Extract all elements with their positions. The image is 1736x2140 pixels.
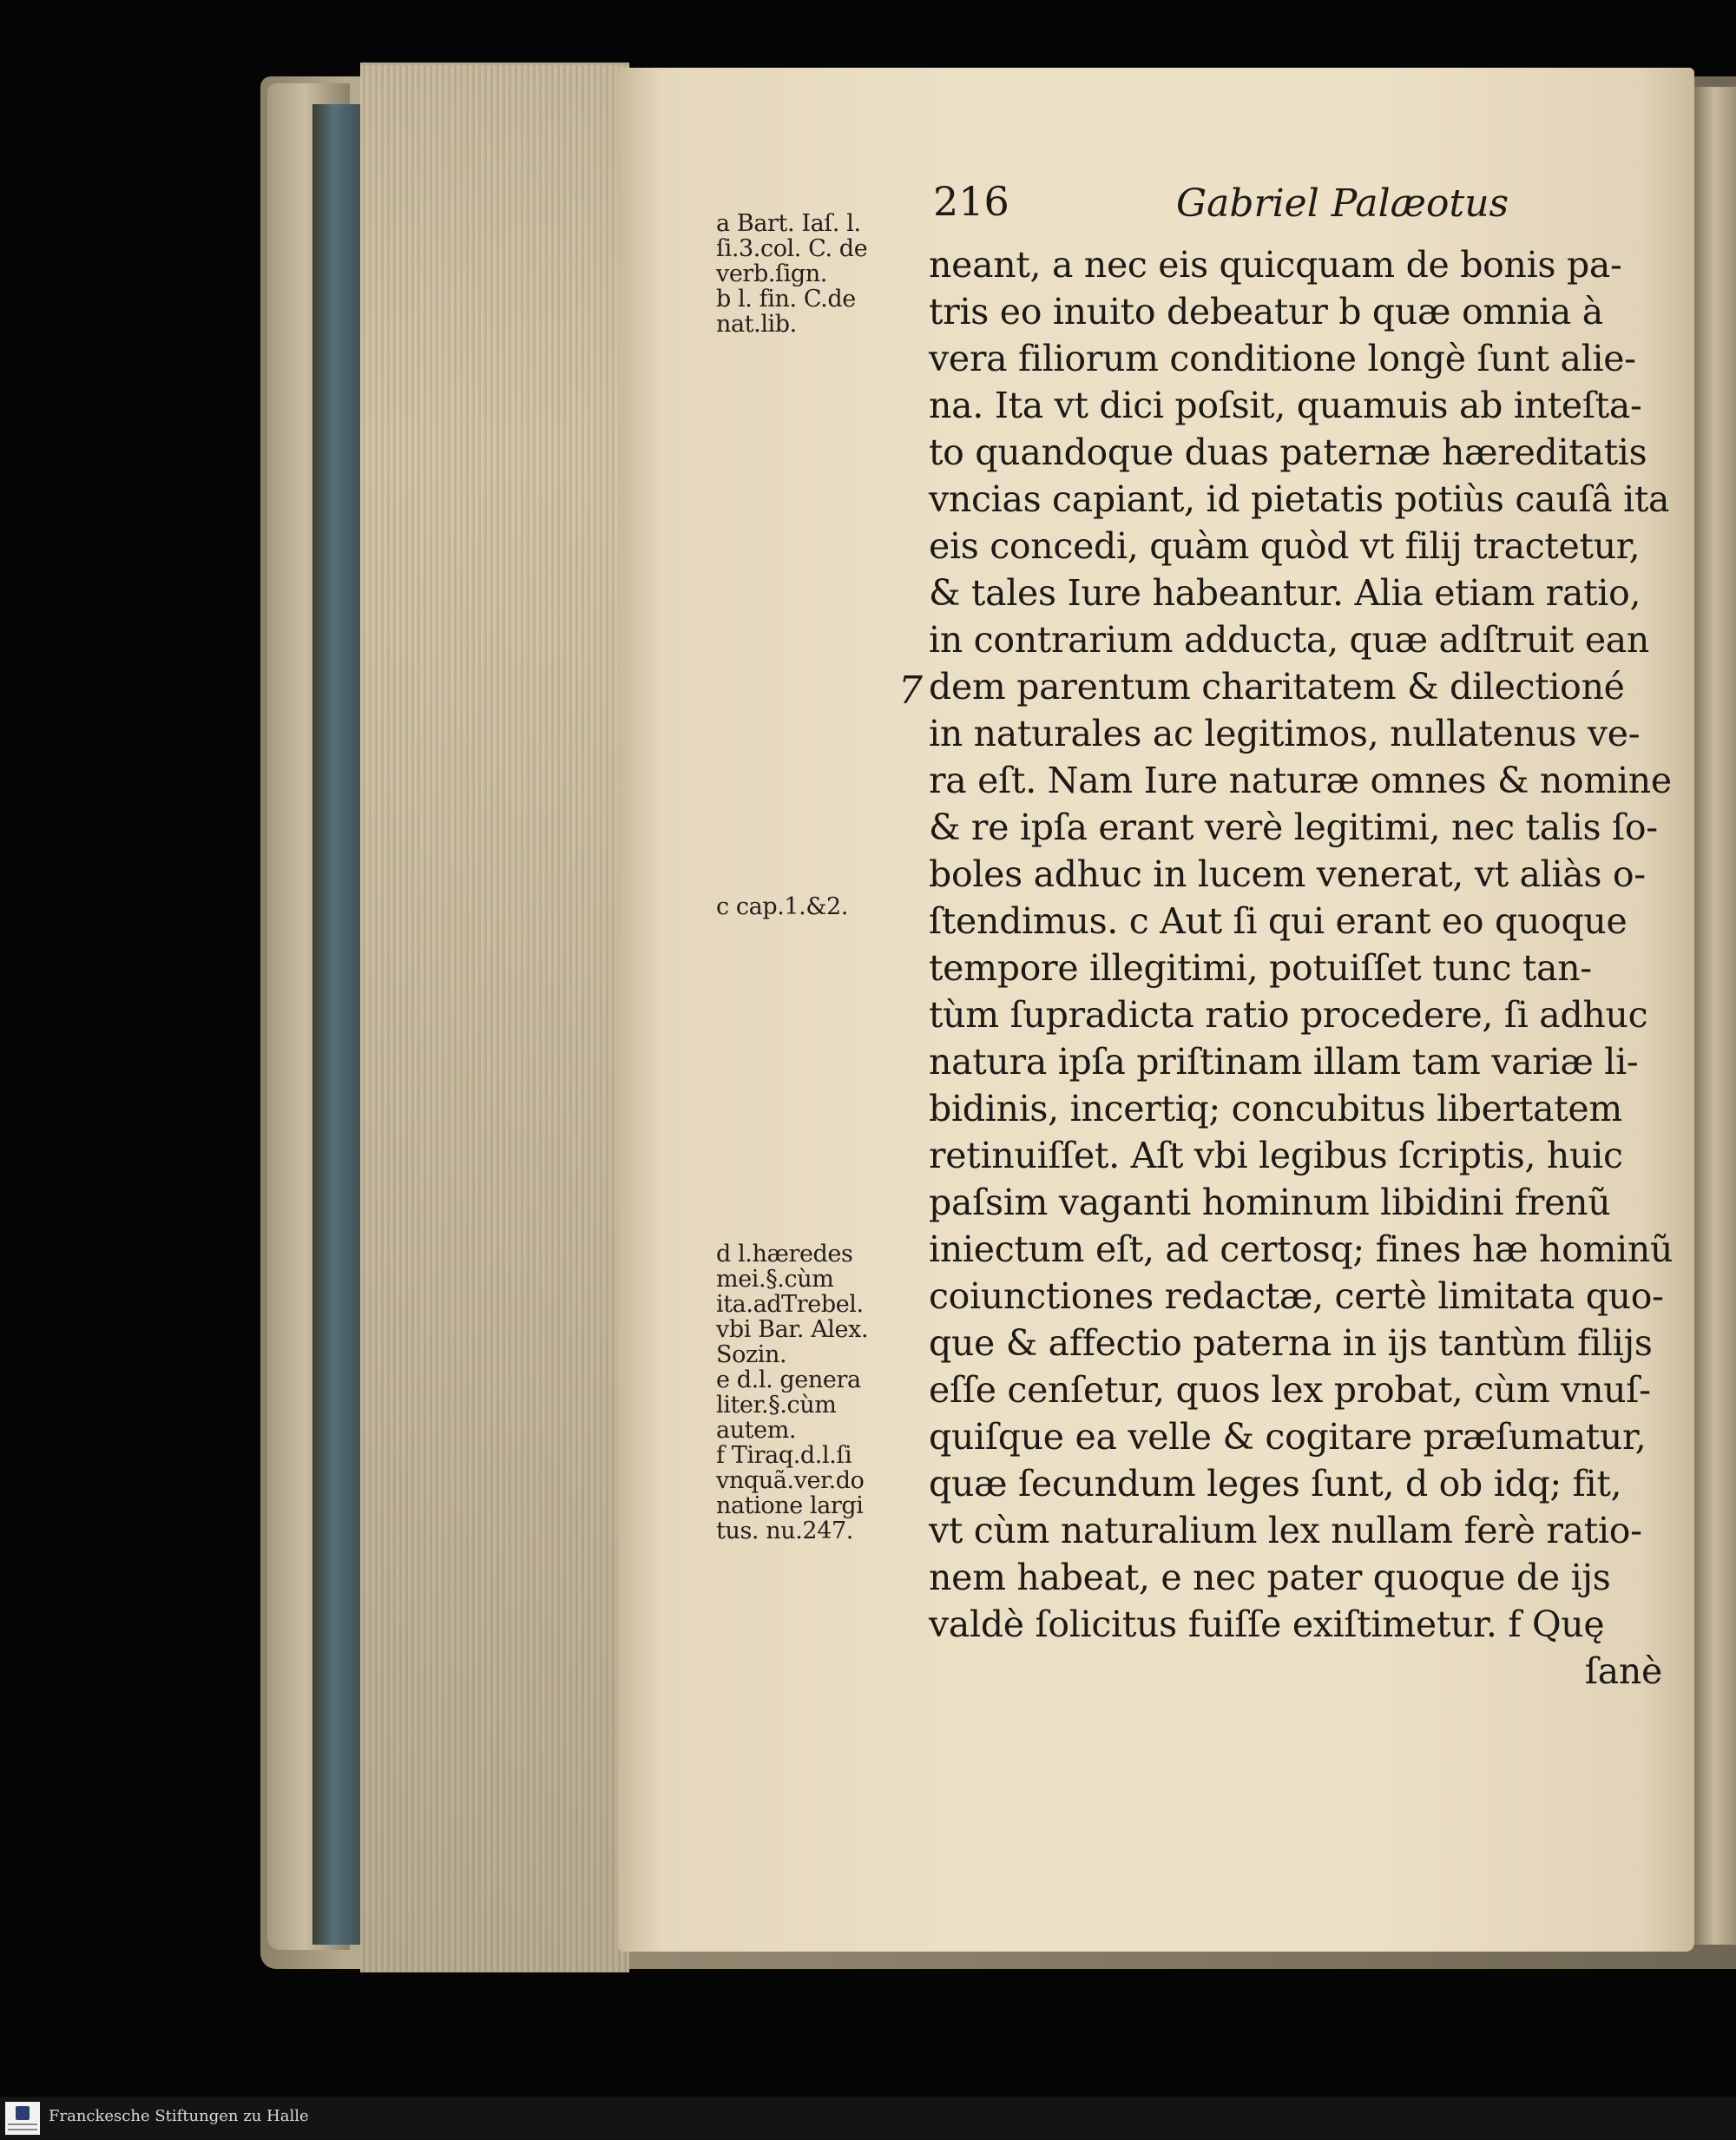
running-head: [933, 178, 1714, 239]
text-line: in naturales ac legitimos, nullatenus ve-: [929, 713, 1641, 754]
institution-name: Franckesche Stiftungen zu Halle: [49, 2107, 309, 2125]
text-line: na. Ita vt dici poſsit, quamuis ab inteſta-: [929, 385, 1642, 426]
text-line: to quandoque duas paternæ hæreditatis: [929, 431, 1647, 473]
text-line: paſsim vaganti hominum libidini frenũ: [929, 1182, 1611, 1223]
margin-note-line: ita.adTrebel.: [716, 1291, 864, 1318]
institution-logo-icon: [5, 2102, 40, 2135]
text-line: coiunctiones redactæ, certè limitata quo-: [929, 1275, 1664, 1317]
text-line: quiſque ea velle & cogitare præſumatur,: [929, 1416, 1647, 1458]
text-line: vt cùm naturalium lex nullam ferè ratio-: [929, 1510, 1642, 1551]
text-line: ſtendimus. c Aut ſi qui erant eo quoque: [929, 900, 1628, 942]
text-line: vera filiorum conditione longè ſunt alie-: [929, 338, 1636, 379]
text-line: neant, a nec eis quicquam de bonis pa-: [929, 244, 1622, 286]
margin-note-line: e d.l. genera: [716, 1366, 861, 1393]
page-number: 216: [933, 178, 1009, 225]
margin-note-line: Sozin.: [716, 1341, 787, 1368]
body-text: [929, 241, 1674, 1695]
text-line: quæ ſecundum leges ſunt, d ob idq; fit,: [929, 1463, 1622, 1505]
text-line: retinuiſſet. Aſt vbi legibus ſcriptis, huic: [929, 1135, 1623, 1176]
logo-lettering: [8, 2124, 37, 2130]
footer-bar: [0, 2097, 1736, 2140]
text-line: & re ipſa erant verè legitimi, nec talis ſo-: [929, 807, 1658, 848]
margin-note-group: [716, 211, 867, 337]
text-line: ſanè: [1584, 1650, 1662, 1692]
text-line: vncias capiant, id pietatis potiùs cauſâ ita: [929, 478, 1670, 520]
margin-note-line: a Bart. Iaſ. l.: [716, 210, 861, 237]
text-line: que & affectio paterna in ijs tantùm filijs: [929, 1322, 1653, 1364]
text-line: tùm ſupradicta ratio procedere, ſi adhuc: [929, 994, 1648, 1036]
margin-note-group: [716, 894, 848, 919]
text-line: tris eo inuito debeatur b quæ omnia à: [929, 291, 1603, 333]
text-line: bidinis, incertiq; concubitus libertatem: [929, 1088, 1622, 1129]
running-title: Gabriel Palæotus: [1176, 181, 1509, 226]
margin-note-line: mei.§.cùm: [716, 1266, 834, 1293]
text-line: iniectum eſt, ad certosq; fines hæ hominũ: [929, 1228, 1674, 1270]
margin-note-line: d l.hæredes: [716, 1241, 853, 1268]
margin-note-line: c cap.1.&2.: [716, 893, 848, 920]
margin-note-line: nat.lib.: [716, 311, 797, 338]
text-line: & tales Iure habeantur. Alia etiam ratio,: [929, 572, 1641, 614]
margin-note-line: verb.ſign.: [716, 260, 827, 287]
text-line: dem parentum charitatem & dilectioné: [929, 666, 1625, 708]
section-numeral: 7: [898, 668, 923, 713]
margin-note-line: natione largi: [716, 1492, 864, 1519]
margin-note-line: vbi Bar. Alex.: [716, 1316, 869, 1343]
logo-mark: [16, 2106, 30, 2120]
text-line: nem habeat, e nec pater quoque de ijs: [929, 1557, 1611, 1598]
text-line: natura ipſa priſtinam illam tam variæ li-: [929, 1041, 1639, 1083]
margin-note-line: autem.: [716, 1417, 797, 1444]
margin-note-group: [716, 1241, 868, 1544]
text-line: eſſe cenſetur, quos lex probat, cùm vnuſ-: [929, 1369, 1651, 1411]
margin-note-line: vnquã.ver.do: [716, 1467, 865, 1494]
margin-note-line: f Tiraq.d.l.ſi: [716, 1442, 852, 1469]
facing-page-edge: [1693, 87, 1736, 1945]
margin-note-line: ſi.3.col. C. de: [716, 235, 868, 262]
text-line: boles adhuc in lucem venerat, vt aliàs o-: [929, 853, 1646, 895]
text-line: in contrarium adducta, quæ adſtruit ean: [929, 619, 1650, 661]
page-stack-shade: [360, 63, 629, 1972]
margin-note-line: liter.§.cùm: [716, 1392, 837, 1419]
text-line: tempore illegitimi, potuiſſet tunc tan-: [929, 947, 1592, 989]
margin-note-line: b l. fin. C.de: [716, 286, 856, 313]
spine-shadow: [312, 104, 365, 1945]
text-line: valdè ſolicitus fuiſſe exiſtimetur. f Quę: [929, 1603, 1605, 1645]
text-line: ra eſt. Nam Iure naturæ omnes & nomine: [929, 760, 1672, 801]
margin-note-line: tus. nu.247.: [716, 1518, 853, 1544]
text-line: eis concedi, quàm quòd vt filij tractetur,: [929, 525, 1641, 567]
